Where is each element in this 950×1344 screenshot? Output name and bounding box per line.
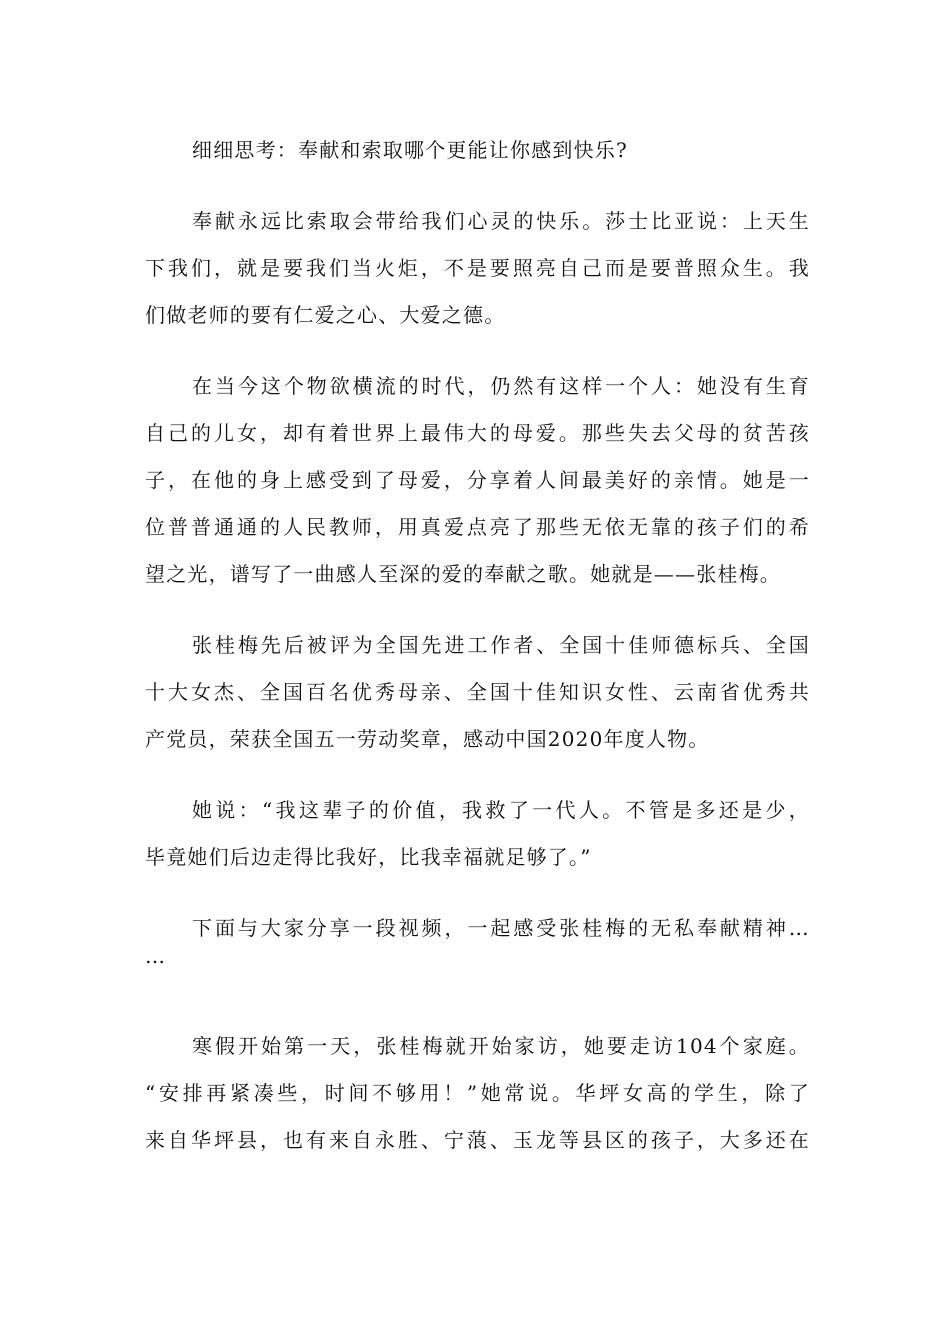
- paragraph-1-line-1: 细细思考：奉献和索取哪个更能让你感到快乐?: [192, 138, 628, 162]
- paragraph-2-line-2: 下我们，就是要我们当火炬，不是要照亮自己而是要普照众生。我: [145, 256, 810, 280]
- paragraph-7-line-3: 来自华坪县，也有来自永胜、宁蒗、玉龙等县区的孩子，大多还在: [145, 1128, 810, 1152]
- paragraph-4-line-1: 张桂梅先后被评为全国先进工作者、全国十佳师德标兵、全国: [192, 633, 810, 657]
- paragraph-7-line-1: 寒假开始第一天，张桂梅就开始家访，她要走访104个家庭。: [192, 1034, 810, 1058]
- paragraph-4-line-2: 十大女杰、全国百名优秀母亲、全国十佳知识女性、云南省优秀共: [145, 680, 810, 704]
- paragraph-2-line-1: 奉献永远比索取会带给我们心灵的快乐。莎士比亚说：上天生: [192, 209, 810, 233]
- paragraph-3-line-5: 望之光，谱写了一曲感人至深的爱的奉献之歌。她就是——张桂梅。: [145, 562, 781, 586]
- paragraph-6-line-1: 下面与大家分享一段视频，一起感受张桂梅的无私奉献精神…: [192, 916, 810, 940]
- paragraph-6-line-2: …: [145, 944, 167, 968]
- paragraph-5-line-1: 她说：“我这辈子的价值，我救了一代人。不管是多还是少，: [192, 798, 810, 822]
- paragraph-4-line-3: 产党员，荣获全国五一劳动奖章，感动中国2020年度人物。: [145, 727, 710, 751]
- paragraph-2-line-3: 们做老师的要有仁爱之心、大爱之德。: [145, 303, 506, 327]
- paragraph-7-line-2: “安排再紧凑些，时间不够用！”她常说。华坪女高的学生，除了: [145, 1081, 810, 1105]
- paragraph-3-line-4: 位普普通通的人民教师，用真爱点亮了那些无依无靠的孩子们的希: [145, 515, 810, 539]
- paragraph-5-line-2: 毕竟她们后边走得比我好，比我幸福就足够了。”: [145, 845, 592, 869]
- paragraph-3-line-1: 在当今这个物欲横流的时代，仍然有这样一个人：她没有生育: [192, 374, 810, 398]
- paragraph-3-line-3: 子，在他的身上感受到了母爱，分享着人间最美好的亲情。她是一: [145, 468, 810, 492]
- paragraph-3-line-2: 自己的儿女，却有着世界上最伟大的母爱。那些失去父母的贫苦孩: [145, 421, 810, 445]
